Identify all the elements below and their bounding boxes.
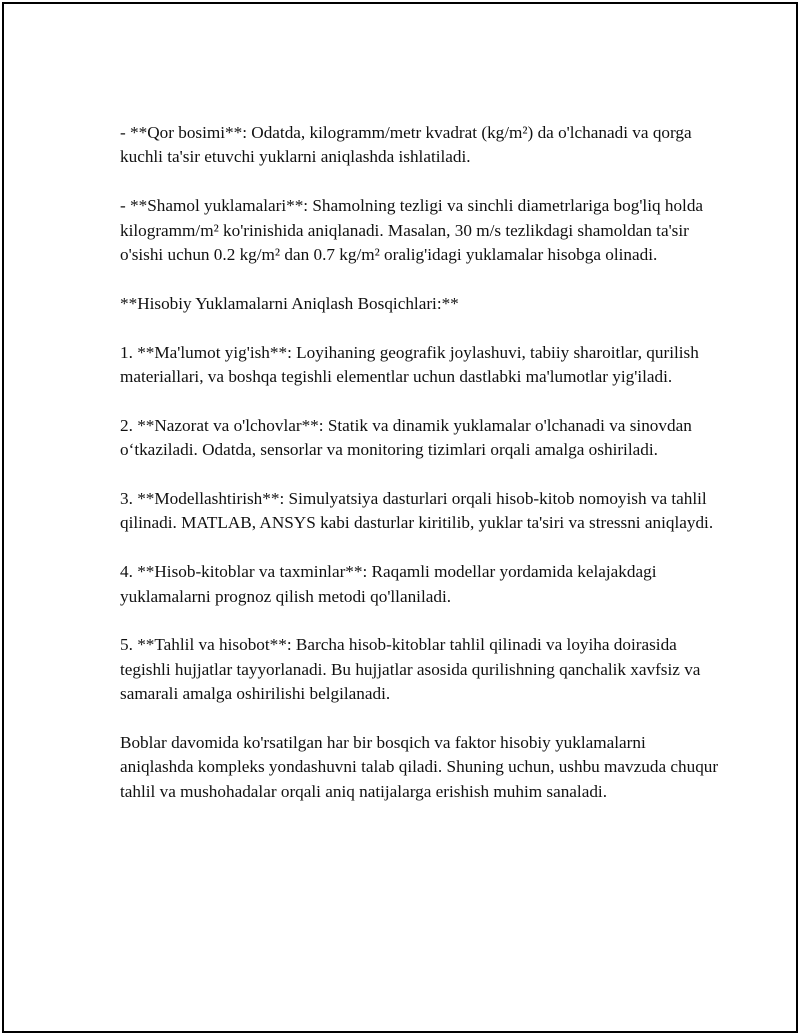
paragraph-conclusion: Boblar davomida ko'rsatilgan har bir bosqich va faktor hisobiy yuklamalarni aniqlashda kompleks yondashuvni talab qiladi. Shuning uchun, ushbu mavzuda chuqur tahlil va mushohadalar orqali aniq natijalarga erishish muhim sanaladi. [120,733,719,801]
list-item-step-3: 3. **Modellashtirish**: Simulyatsiya dasturlari orqali hisob-kitob nomoyish va tahlil qilinadi. MATLAB, ANSYS kabi dasturlar kiritilib, yuklar ta'siri va stressni aniqlaydi. [120,489,714,533]
list-item-step-5: 5. **Tahlil va hisobot**: Barcha hisob-kitoblar tahlil qilinadi va loyiha doirasida tegishli hujjatlar tayyorlanadi. Bu hujjatlar asosida qurilishning qanchalik xavfsiz va samarali amalga oshirilishi belgilanadi. [120,635,701,704]
section-heading: **Hisobiy Yuklamalarni Aniqlash Bosqichlari:** [120,293,459,313]
document-body [120,121,720,804]
paragraph-qor-bosimi: - **Qor bosimi**: Odatda, kilogramm/metr kvadrat (kg/m²) da o'lchanadi va qorga kuchli ta'sir etuvchi yuklarni aniqlashda ishlatiladi. [120,123,692,167]
list-item-step-4: 4. **Hisob-kitoblar va taxminlar**: Raqamli modellar yordamida kelajakdagi yuklamalarni prognoz qilish metodi qo'llaniladi. [120,562,657,606]
paragraph-shamol-yuklamalari: - **Shamol yuklamalari**: Shamolning tezligi va sinchli diametrlariga bog'liq holda kilogramm/m² ko'rinishida aniqlanadi. Masalan, 30 m/s tezlikdagi shamoldan ta'sir o'sishi uchun 0.2 kg/m² dan 0.7 kg/m² oralig'idagi yuklamalar hisobga olinadi. [120,196,704,265]
list-item-step-1: 1. **Ma'lumot yig'ish**: Loyihaning geografik joylashuvi, tabiiy sharoitlar, qurilish materiallari, va boshqa tegishli elementlar uchun dastlabki ma'lumotlar yig'iladi. [120,342,699,387]
document-page [2,2,798,1033]
list-item-step-2: 2. **Nazorat va o'lchovlar**: Statik va dinamik yuklamalar o'lchanadi va sinovdan o‘tkaziladi. Odatda, sensorlar va monitoring tizimlari orqali amalga oshiriladi. [120,415,692,460]
